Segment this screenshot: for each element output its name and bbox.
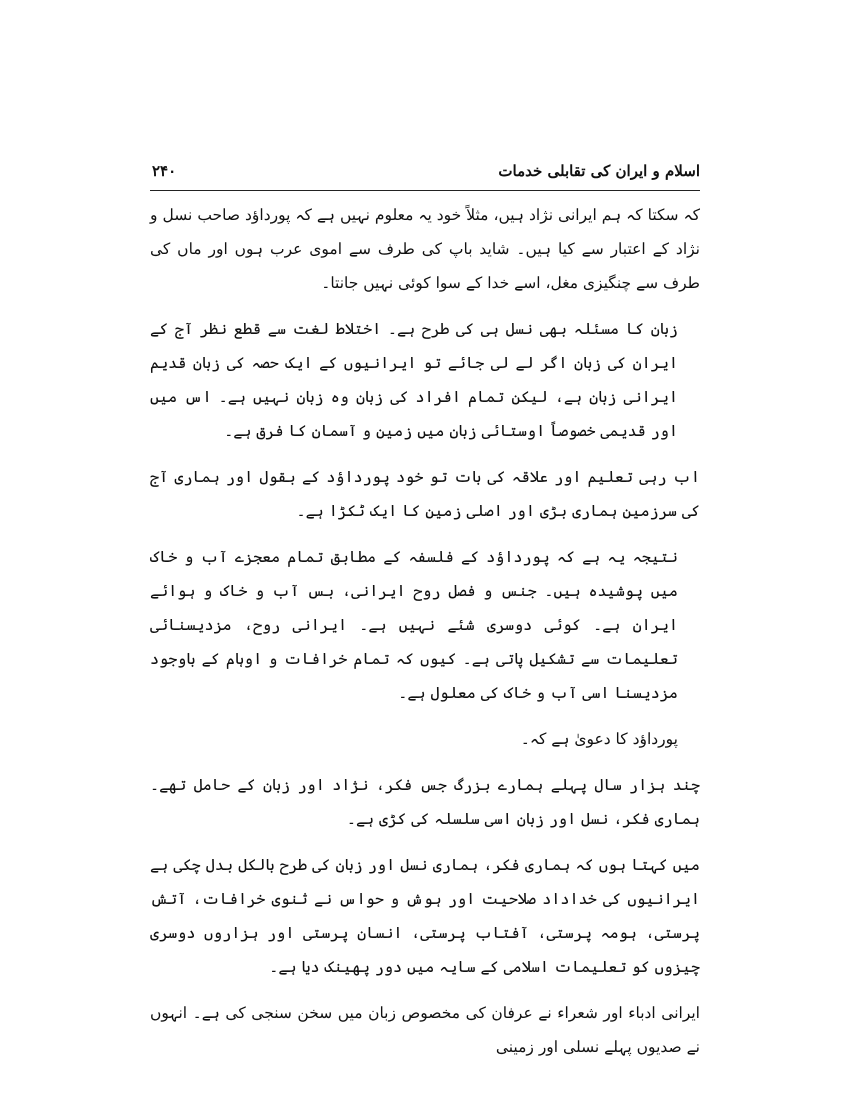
paragraph-poets: ایرانی ادباء اور شعراء نے عرفان کی مخصوص زبان میں سخن سنجی کی ہے۔ انہوں نے صدیوں پہلے نسلی اور زمینی (150, 1004, 700, 1056)
paragraph-continuation: کہ سکتا کہ ہم ایرانی نژاد ہیں، مثلاً خود یہ معلوم نہیں ہے کہ پورداؤد صاحب نسل و نژاد کے اعتبار سے کیا ہیں۔ شاید باپ کی طرف سے اموی عرب ہوں اور ماں کی طرف سے چنگیزی مغل، اسے خدا کے سوا کوئی نہیں جانتا۔ (150, 206, 700, 292)
paragraph-language: زبان کا مسئلہ بھی نسل ہی کی طرح ہے۔ اختلاط لغت سے قطع نظر آج کے ایران کی زبان اگر لے لی جائے تو ایرانیوں کے ایک حصہ کی زبان قدیم ایرانی زبان ہے، لیکن تمام افراد کی زبان وہ زبان نہیں ہے۔ اس میں اور قدیمی خصوصاً اوستائی زبان میں زمین و آسمان کا فرق ہے۔ (150, 320, 678, 440)
body-text (150, 198, 700, 1076)
page-header (150, 160, 700, 191)
page-number: ۲۴۰ (152, 162, 177, 180)
paragraph-land: اب رہی تعلیم اور علاقہ کی بات تو خود پورداؤد کے بقول اور ہماری آج کی سرزمین ہماری بڑی اور اصلی زمین کا ایک ٹکڑا ہے۔ (150, 468, 700, 520)
paragraph-response: میں کہتا ہوں کہ ہماری فکر، ہماری نسل اور زبان کی طرح بالکل بدل چکی ہے ایرانیوں کی خداداد صلاحیت اور ہوش و حواس نے ثنوی خرافات، آتش پرستی، ہومہ پرستی، آفتاب پرستی، انسان پرستی اور ہزاروں دوسری چیزوں کو تعلیمات اسلامی کے سایہ میں دور پھینک دیا ہے۔ (150, 856, 700, 976)
paragraph-claim-intro: پورداؤد کا دعویٰ ہے کہ۔ (520, 730, 678, 748)
paragraph-conclusion: نتیجہ یہ ہے کہ پورداؤد کے فلسفہ کے مطابق تمام معجزے آب و خاک میں پوشیدہ ہیں۔ جنس و فصل روح ایرانی، بس آب و خاک و ہوائے ایران ہے۔ کوئی دوسری شئے نہیں ہے۔ ایرانی روح، مزدیسنائی تعلیمات سے تشکیل پاتی ہے۔ کیوں کہ تمام خرافات و اوہام کے باوجود مزدیسنا اسی آب و خاک کی معلول ہے۔ (150, 548, 678, 702)
running-header-title: اسلام و ایران کی تقابلی خدمات (498, 162, 700, 180)
paragraph-claim: چند ہزار سال پہلے ہمارے بزرگ جس فکر، نژاد اور زبان کے حامل تھے۔ ہماری فکر، نسل اور زبان اسی سلسلہ کی کڑی ہے۔ (150, 776, 700, 828)
